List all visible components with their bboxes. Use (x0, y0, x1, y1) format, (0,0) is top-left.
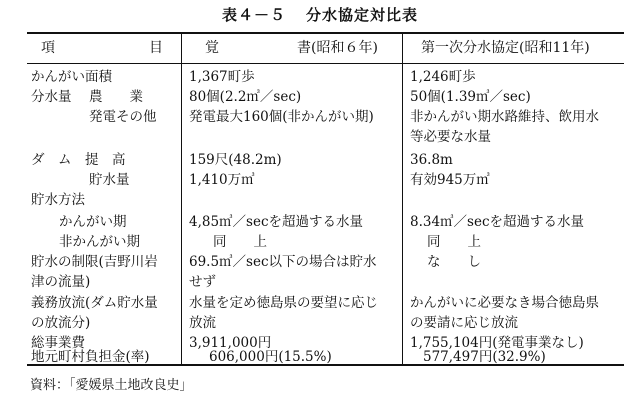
header-divider (27, 63, 624, 64)
oboe-value-line-1: 水量を定め徳島県の要望に応じ (189, 295, 378, 311)
row-sublabel: かんがい期 (59, 214, 127, 230)
row-label-line-2: 津の流量) (31, 274, 91, 290)
source-note: 資料：「愛媛県土地改良史」 (30, 378, 193, 393)
dai1-value: な し (427, 254, 481, 270)
oboe-value-line-1: 69.5㎥／sec以下の場合は貯水 (189, 254, 377, 270)
dai1-value: 577,497円(32.9%) (423, 349, 546, 365)
dai1-value: 同 上 (427, 234, 481, 250)
row-sublabel: 農 業 (89, 89, 143, 105)
row-label: 分水量 (31, 89, 72, 105)
header-item-2: 目 (149, 40, 163, 56)
dai1-value: 有効945万㎥ (410, 172, 490, 188)
row-label-line-2: の放流分) (31, 315, 91, 331)
header-item-1: 項 (41, 40, 55, 56)
column-divider-1 (181, 34, 182, 364)
row-sublabel: 非かんがい期 (59, 234, 140, 250)
header-oboe-1: 覚 (205, 40, 219, 56)
header-dai1: 第一次分水協定(昭和11年) (421, 40, 590, 56)
oboe-value: 同 上 (213, 234, 267, 250)
comparison-table (27, 32, 624, 366)
dai1-value-line-2: の要請に応じ放流 (410, 315, 518, 331)
oboe-value: 159尺(48.2m) (189, 152, 282, 168)
row-label: かんがい面積 (31, 69, 112, 85)
row-label: ダ ム 提 高 (31, 152, 126, 168)
row-label-line-1: 貯水の制限(吉野川岩 (31, 254, 158, 270)
oboe-value: 3,911,000円 (189, 335, 272, 351)
row-sublabel: 貯水量 (89, 172, 130, 188)
table-title (0, 4, 640, 25)
oboe-value-line-2: せず (189, 274, 216, 290)
dai1-value: 50個(1.39㎥／sec) (410, 89, 531, 105)
row-label-line-1: 義務放流(ダム貯水量 (31, 295, 158, 311)
dai1-value-line-2: 等必要な水量 (410, 129, 491, 145)
oboe-value-line-2: 放流 (189, 315, 216, 331)
dai1-value: 36.8m (410, 152, 453, 168)
oboe-value: 4,85㎥／secを超過する水量 (189, 214, 364, 230)
table-number: 表４－５ (221, 6, 286, 24)
dai1-value-line-1: 非かんがい期水路維持、飲用水 (410, 109, 599, 125)
table-title-text: 分水協定対比表 (306, 6, 419, 24)
dai1-value-line-1: かんがいに必要なき場合徳島県 (410, 295, 599, 311)
oboe-value: 606,000円(15.5%) (209, 349, 332, 365)
dai1-value: 1,246町歩 (410, 69, 476, 85)
dai1-value: 8.34㎥／secを超過する水量 (410, 214, 585, 230)
oboe-value: 80個(2.2㎥／sec) (189, 89, 302, 105)
row-label: 貯水方法 (31, 192, 85, 208)
row-label: 地元町村負担金(率) (31, 349, 150, 365)
oboe-value: 1,410万㎥ (189, 172, 255, 188)
column-divider-2 (402, 34, 403, 364)
row-sublabel: 発電その他 (89, 109, 157, 125)
row-label: 総事業費 (31, 335, 85, 351)
oboe-value: 1,367町歩 (189, 69, 255, 85)
header-oboe-2: 書(昭和６年) (297, 40, 378, 56)
dai1-value: 1,755,104円(発電事業なし) (410, 335, 584, 351)
oboe-value: 発電最大160個(非かんがい期) (189, 109, 374, 125)
